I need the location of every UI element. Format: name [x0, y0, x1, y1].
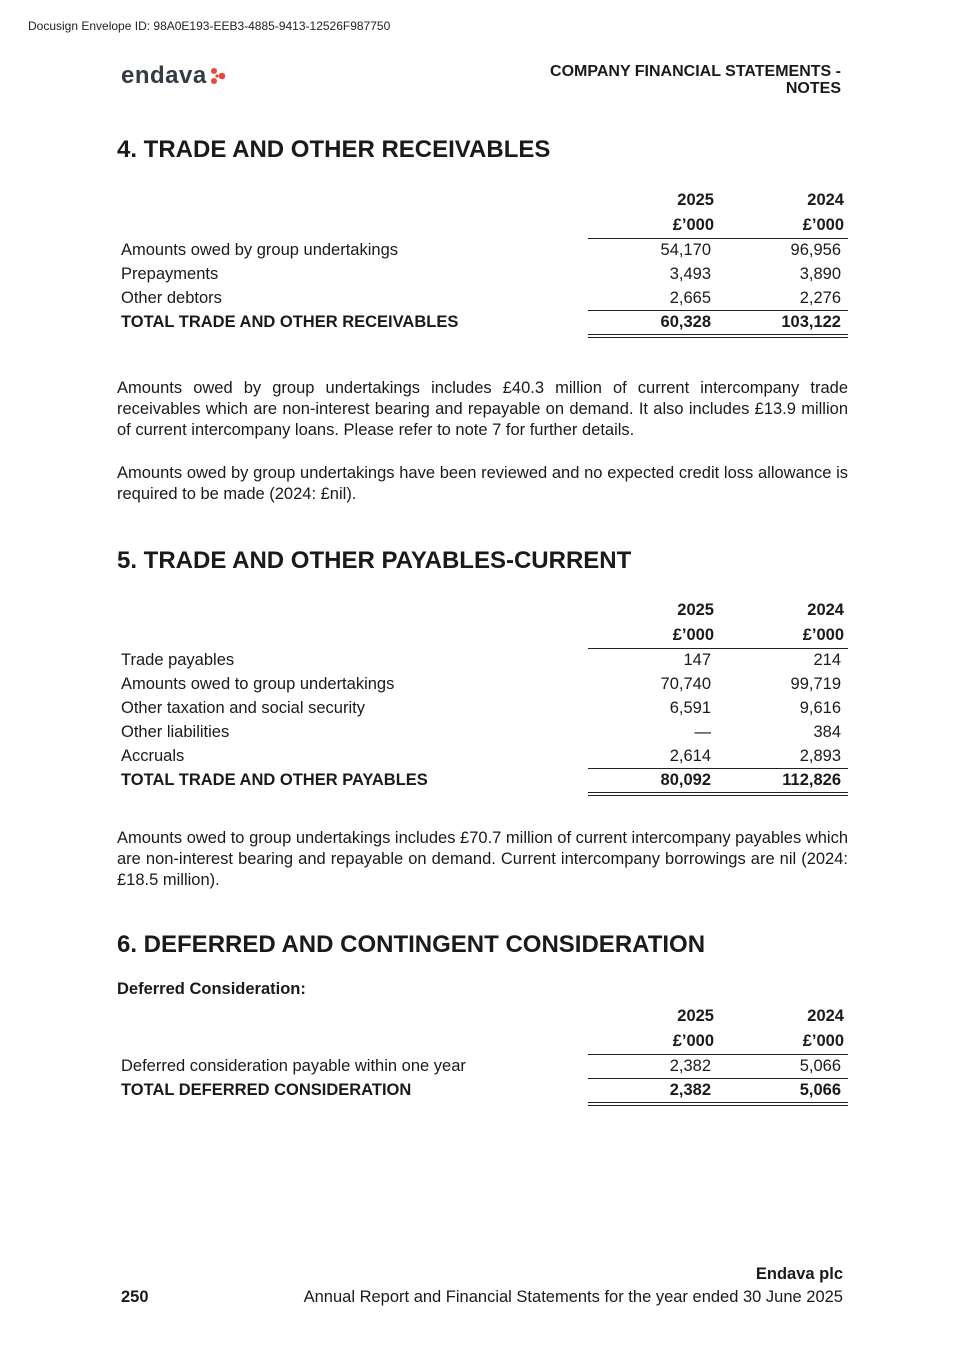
- deferred-subtitle: Deferred Consideration:: [117, 980, 306, 998]
- logo-text: endava: [121, 62, 207, 89]
- payables-table: [117, 598, 848, 792]
- year-2025: 2025: [677, 1007, 714, 1025]
- value-2024: 2,893: [799, 747, 841, 765]
- row-label: Other liabilities: [121, 723, 230, 741]
- row-label: Accruals: [121, 747, 185, 765]
- value-2024: 214: [813, 651, 841, 669]
- year-header-row: [117, 1004, 848, 1029]
- value-2025: 2,614: [669, 747, 711, 765]
- total-row: [117, 1078, 848, 1102]
- value-2025: 3,493: [669, 265, 711, 283]
- footer-report: Annual Report and Financial Statements for the year ended 30 June 2025: [303, 1288, 843, 1306]
- total-2024: 103,122: [781, 313, 841, 331]
- unit-header-row: [117, 213, 848, 238]
- total-2025: 60,328: [660, 313, 711, 331]
- double-underline: [588, 334, 848, 338]
- envelope-id: Docusign Envelope ID: 98A0E193-EEB3-4885-9413-12526F987750: [28, 19, 391, 33]
- total-2025: 2,382: [669, 1081, 711, 1099]
- value-2024: 99,719: [790, 675, 841, 693]
- unit-2025: £’000: [672, 626, 714, 644]
- total-2025: 80,092: [660, 771, 711, 789]
- row-label: Other taxation and social security: [121, 699, 365, 717]
- header-line-1: COMPANY FINANCIAL STATEMENTS -: [550, 63, 841, 80]
- value-2024: 384: [813, 723, 841, 741]
- unit-header-row: [117, 1029, 848, 1054]
- year-2025: 2025: [677, 191, 714, 209]
- unit-2025: £’000: [672, 1032, 714, 1050]
- value-2024: 5,066: [799, 1057, 841, 1075]
- deferred-table: [117, 1004, 848, 1102]
- table-row: [117, 672, 848, 696]
- total-2024: 112,826: [782, 771, 841, 789]
- endava-logo: [121, 62, 226, 90]
- header-line-2: NOTES: [785, 80, 841, 97]
- value-2025: 2,382: [669, 1057, 711, 1075]
- section-title-5: 5. TRADE AND OTHER PAYABLES-CURRENT: [117, 547, 632, 574]
- year-header-row: [117, 188, 848, 213]
- unit-2024: £’000: [802, 1032, 844, 1050]
- value-2025: 54,170: [660, 241, 711, 259]
- receivables-table: [117, 188, 848, 334]
- unit-header-row: [117, 623, 848, 648]
- value-2025: 70,740: [660, 675, 711, 693]
- year-2024: 2024: [807, 1007, 844, 1025]
- unit-2024: £’000: [802, 216, 844, 234]
- unit-2025: £’000: [672, 216, 714, 234]
- receivables-note-1: Amounts owed by group undertakings includes £40.3 million of current intercompany trade receivables which are non-interest bearing and repayable on demand. It also includes £13.9 million of current intercompany loans. Please refer to note 7 for further details.: [117, 379, 848, 439]
- value-2025: 147: [683, 651, 711, 669]
- year-2024: 2024: [807, 191, 844, 209]
- section-title-6: 6. DEFERRED AND CONTINGENT CONSIDERATION: [117, 931, 706, 958]
- table-row: [117, 648, 848, 672]
- total-label: TOTAL TRADE AND OTHER PAYABLES: [121, 771, 428, 789]
- row-label: Deferred consideration payable within one year: [121, 1057, 466, 1075]
- double-underline: [588, 1102, 848, 1106]
- table-row: [117, 720, 848, 744]
- row-label: Prepayments: [121, 265, 219, 283]
- value-2024: 2,276: [799, 289, 841, 307]
- double-underline: [588, 792, 848, 796]
- row-label: Trade payables: [121, 651, 235, 669]
- row-label: Other debtors: [121, 289, 222, 307]
- value-2025: —: [694, 723, 711, 741]
- row-label: Amounts owed to group undertakings: [121, 675, 395, 693]
- table-row: [117, 696, 848, 720]
- payables-note: Amounts owed to group undertakings includes £70.7 million of current intercompany payables which are non-interest bearing and repayable on demand. Current intercompany borrowings are nil (2024: £18.5 million).: [117, 829, 848, 889]
- table-row: [117, 286, 848, 310]
- logo-mark-icon: [210, 67, 226, 85]
- year-2024: 2024: [807, 601, 844, 619]
- table-row: [117, 262, 848, 286]
- year-header-row: [117, 598, 848, 623]
- value-2024: 3,890: [799, 265, 841, 283]
- value-2025: 6,591: [669, 699, 711, 717]
- unit-2024: £’000: [802, 626, 844, 644]
- page-number: 250: [121, 1288, 149, 1306]
- total-row: [117, 768, 848, 792]
- receivables-note-2: Amounts owed by group undertakings have been reviewed and no expected credit loss allowance is required to be made (2024: £nil).: [117, 464, 848, 503]
- table-row: [117, 1054, 848, 1078]
- total-label: TOTAL TRADE AND OTHER RECEIVABLES: [121, 313, 459, 331]
- value-2024: 96,956: [790, 241, 841, 259]
- table-row: [117, 238, 848, 262]
- total-2024: 5,066: [799, 1081, 841, 1099]
- footer-company: Endava plc: [755, 1265, 843, 1283]
- value-2024: 9,616: [799, 699, 841, 717]
- page-header: [550, 63, 841, 97]
- total-label: TOTAL DEFERRED CONSIDERATION: [121, 1081, 412, 1099]
- year-2025: 2025: [677, 601, 714, 619]
- total-row: [117, 310, 848, 334]
- row-label: Amounts owed by group undertakings: [121, 241, 399, 259]
- table-row: [117, 744, 848, 768]
- section-title-4: 4. TRADE AND OTHER RECEIVABLES: [117, 136, 551, 163]
- value-2025: 2,665: [669, 289, 711, 307]
